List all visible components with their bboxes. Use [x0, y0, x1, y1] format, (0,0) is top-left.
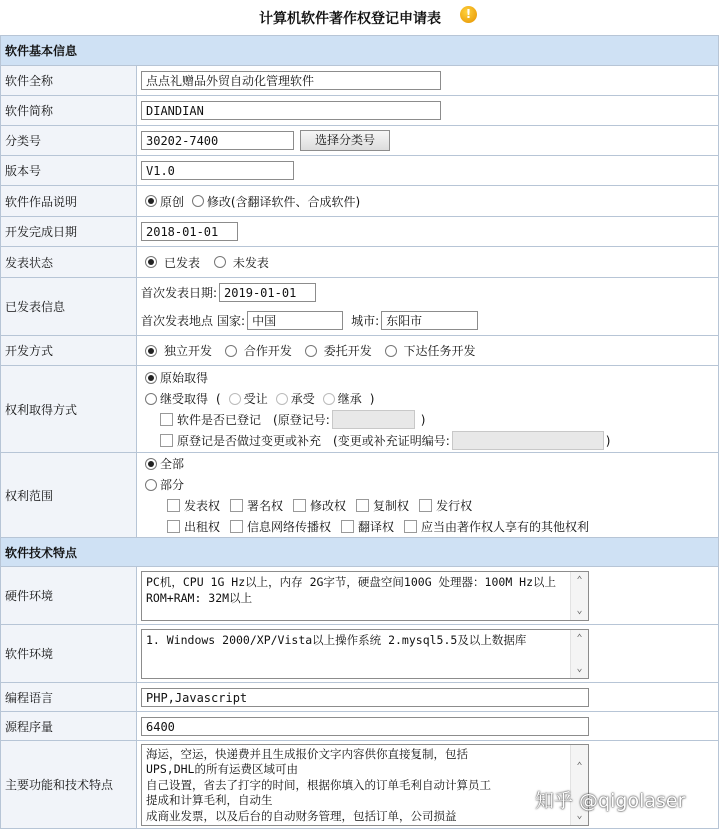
features-line: 提成和计算毛利，自动生 [146, 793, 273, 807]
software-textarea[interactable] [141, 629, 589, 679]
radio-dev-cooperative[interactable] [225, 345, 237, 357]
label-rights-scope: 权利范围 [1, 453, 137, 538]
right-translate-label: 翻译权 [358, 520, 395, 534]
dev-date-input[interactable]: 2018-01-01 [141, 222, 238, 241]
watermark: 知乎 @qigolaser [535, 790, 686, 812]
source-lines-input[interactable]: 6400 [141, 717, 589, 736]
radio-inherit-succeed-label: 继承 [337, 392, 362, 406]
select-category-button[interactable]: 选择分类号 [300, 130, 390, 151]
radio-inherit-assign-label: 受让 [243, 392, 268, 406]
right-network-label: 信息网络传播权 [247, 520, 332, 534]
country-input[interactable]: 中国 [247, 311, 343, 330]
checkbox-right-copy[interactable] [356, 499, 369, 512]
features-line: 成商业发票，以及后台的自动财务管理，包括订单，公司损益 [146, 808, 457, 823]
radio-dev-commissioned-label: 委托开发 [323, 344, 372, 358]
right-copy-label: 复制权 [373, 499, 410, 513]
first-pub-date-input[interactable]: 2019-01-01 [219, 283, 316, 302]
orig-reg-no-label: (原登记号: [273, 413, 330, 427]
radio-modified[interactable] [192, 195, 204, 207]
inherit-close-paren: ) [369, 391, 375, 406]
change-no-label: (变更或补充证明编号: [333, 434, 450, 448]
radio-original-label: 原创 [160, 194, 185, 209]
section-basic-info: 软件基本信息 [1, 36, 719, 66]
radio-inherit-undertake-label: 承受 [290, 392, 315, 406]
application-form [0, 35, 719, 829]
checkbox-right-publish[interactable] [167, 499, 180, 512]
label-source-lines: 源程序量 [1, 712, 137, 741]
right-signature-label: 署名权 [247, 499, 284, 513]
features-line: 自己设置，省去了打字的时间，根据你填入的订单毛利自动计算员工 [146, 777, 491, 792]
checkbox-changed-label: 原登记是否做过变更或补充 [177, 434, 322, 448]
checkbox-changed[interactable] [160, 434, 173, 447]
label-language: 编程语言 [1, 683, 137, 712]
radio-scope-partial[interactable] [145, 479, 157, 491]
version-input[interactable]: V1.0 [141, 161, 294, 180]
checkbox-right-rent[interactable] [167, 520, 180, 533]
features-line: UPS,DHL的所有运费区域可由 [146, 762, 298, 776]
features-line: 海运，空运，快递费并且生成报价文字内容供你直接复制，包括 [146, 746, 468, 761]
label-version: 版本号 [1, 156, 137, 186]
hardware-text: PC机，CPU 1G Hz以上，内存 2G字节，硬盘空间100G 处理器：100M Hz以上 ROM+RAM: 32M以上 [146, 574, 557, 605]
checkbox-right-translate[interactable] [341, 520, 354, 533]
radio-published[interactable] [145, 256, 157, 268]
radio-dev-independent[interactable] [145, 345, 157, 357]
radio-dev-assigned[interactable] [385, 345, 397, 357]
radio-dev-commissioned[interactable] [305, 345, 317, 357]
city-label: 城市: [351, 313, 380, 328]
right-modify-label: 修改权 [310, 499, 347, 513]
scroll-down-icon[interactable]: ⌄ [576, 604, 583, 616]
features-textarea[interactable] [141, 744, 589, 826]
right-distribute-label: 发行权 [436, 499, 473, 513]
radio-scope-partial-label: 部分 [160, 478, 185, 492]
reg-close-paren: ) [420, 412, 426, 427]
radio-inherit-succeed[interactable] [323, 393, 335, 405]
checkbox-right-network[interactable] [230, 520, 243, 533]
checkbox-registered[interactable] [160, 413, 173, 426]
city-input[interactable]: 东阳市 [381, 311, 478, 330]
hardware-scrollbar[interactable] [570, 572, 588, 620]
inherit-open-paren: ( [216, 391, 221, 406]
scroll-down-icon[interactable]: ⌄ [576, 662, 583, 674]
change-no-input[interactable] [452, 431, 604, 450]
radio-dev-cooperative-label: 合作开发 [243, 344, 292, 358]
label-work-desc: 软件作品说明 [1, 186, 137, 217]
scroll-up-icon[interactable]: ⌃ [576, 574, 583, 586]
checkbox-right-modify[interactable] [293, 499, 306, 512]
full-name-input[interactable]: 点点礼赠品外贸自动化管理软件 [141, 71, 441, 90]
radio-modified-label: 修改(含翻译软件、合成软件) [206, 194, 361, 209]
scroll-down-icon[interactable]: ⌄ [576, 809, 583, 821]
label-rights-method: 权利取得方式 [1, 366, 137, 453]
form-title-bar [0, 0, 720, 35]
form-title: 计算机软件著作权登记申请表 [259, 10, 441, 27]
first-pub-date-label: 首次发表日期: [141, 285, 218, 300]
right-other-label: 应当由著作权人享有的其他权利 [421, 520, 590, 534]
radio-unpublished[interactable] [214, 256, 226, 268]
radio-inherit-undertake[interactable] [276, 393, 288, 405]
radio-dev-independent-label: 独立开发 [164, 344, 213, 358]
right-rent-label: 出租权 [184, 520, 221, 534]
label-hardware: 硬件环境 [1, 567, 137, 625]
radio-original[interactable] [145, 195, 157, 207]
scroll-up-icon[interactable]: ⌃ [576, 632, 583, 644]
radio-rights-original-label: 原始取得 [160, 371, 209, 385]
radio-scope-all-label: 全部 [160, 457, 185, 471]
change-close-paren: ) [605, 433, 611, 448]
checkbox-registered-label: 软件是否已登记 [177, 413, 262, 427]
label-category: 分类号 [1, 126, 137, 156]
checkbox-right-distribute[interactable] [419, 499, 432, 512]
right-publish-label: 发表权 [184, 499, 221, 513]
radio-unpublished-label: 未发表 [232, 255, 269, 270]
label-dev-method: 开发方式 [1, 336, 137, 366]
label-pub-info: 已发表信息 [1, 278, 137, 336]
checkbox-right-other[interactable] [404, 520, 417, 533]
radio-dev-assigned-label: 下达任务开发 [403, 344, 476, 358]
country-label: 国家: [217, 313, 246, 328]
label-features: 主要功能和技术特点 [1, 741, 137, 829]
label-pub-status: 发表状态 [1, 247, 137, 278]
radio-published-label: 已发表 [164, 255, 201, 270]
orig-reg-no-input[interactable] [332, 410, 415, 429]
section-tech-features: 软件技术特点 [1, 538, 719, 567]
hardware-textarea[interactable] [141, 571, 589, 621]
software-scrollbar[interactable] [570, 630, 588, 678]
radio-inherit-assign[interactable] [229, 393, 241, 405]
checkbox-right-signature[interactable] [230, 499, 243, 512]
language-input[interactable]: PHP,Javascript [141, 688, 589, 707]
warning-icon[interactable]: ! [460, 6, 477, 23]
radio-rights-original[interactable] [145, 372, 157, 384]
first-pub-place-label: 首次发表地点 [141, 313, 214, 328]
label-short-name: 软件简称 [1, 96, 137, 126]
radio-rights-inherited[interactable] [145, 393, 157, 405]
software-text: 1. Windows 2000/XP/Vista以上操作系统 2.mysql5.5及以上数据库 [146, 632, 527, 647]
scroll-up-icon[interactable]: ⌃ [576, 760, 583, 772]
label-software: 软件环境 [1, 625, 137, 683]
radio-scope-all[interactable] [145, 458, 157, 470]
label-full-name: 软件全称 [1, 66, 137, 96]
label-dev-date: 开发完成日期 [1, 217, 137, 247]
radio-rights-inherited-label: 继受取得 [160, 392, 209, 406]
short-name-input[interactable]: DIANDIAN [141, 101, 441, 120]
category-input[interactable]: 30202-7400 [141, 131, 294, 150]
